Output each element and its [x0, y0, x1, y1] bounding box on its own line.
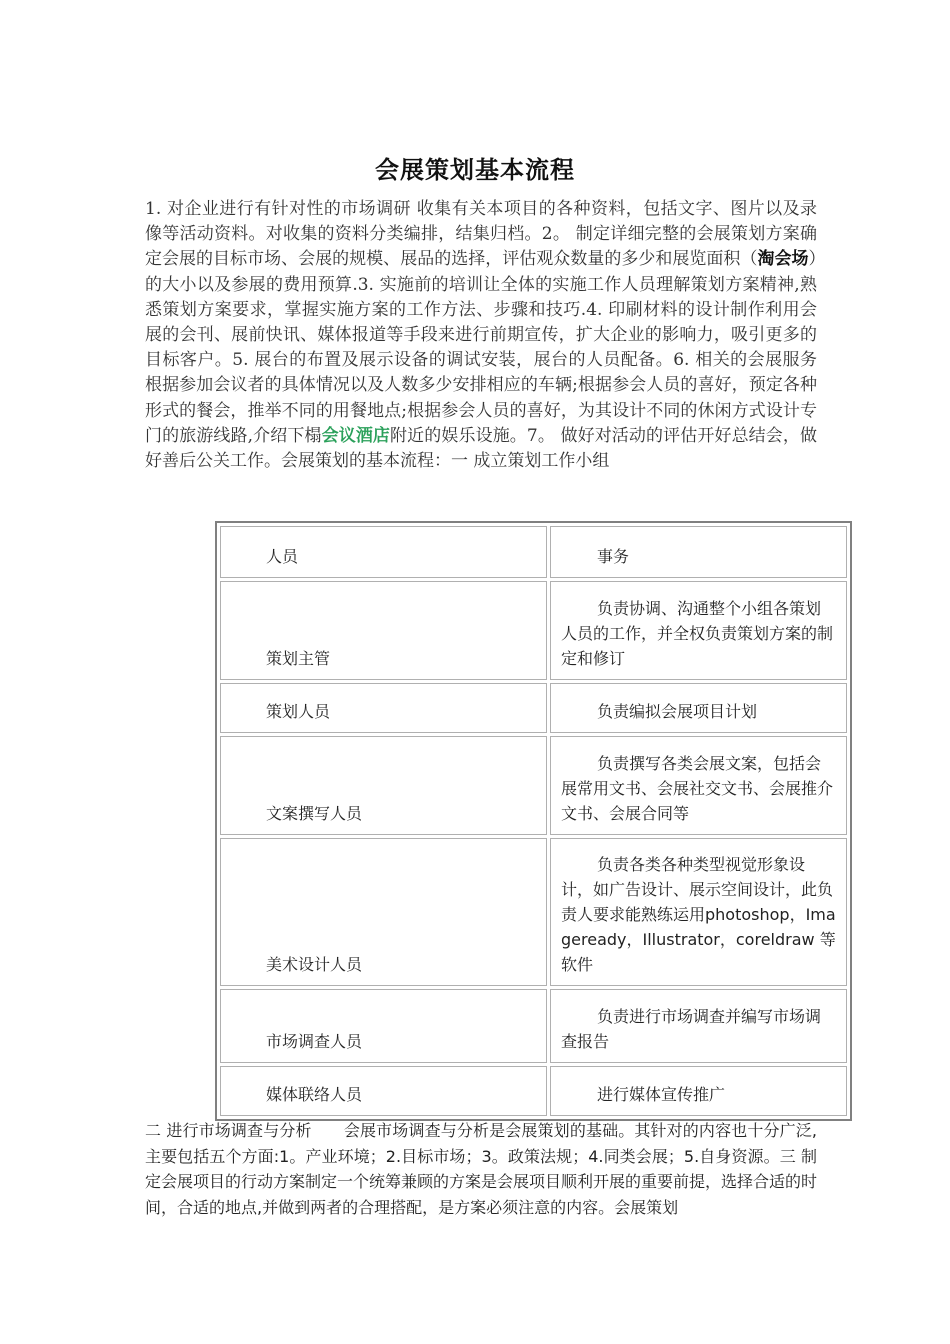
hotel-link[interactable]: 会议酒店: [321, 425, 391, 446]
role-text: 媒体联络人员: [266, 1085, 363, 1104]
duty-cell: [550, 736, 847, 835]
role-cell: [220, 838, 547, 986]
intro-paragraph: [145, 197, 817, 474]
duty-text: 负责编拟会展项目计划: [597, 702, 758, 721]
table-row: [220, 736, 847, 835]
role-cell: [220, 989, 547, 1063]
role-cell: [220, 1066, 547, 1116]
duty-text: 负责各类各种类型视觉形象设计，如广告设计、展示空间设计，此负责人要求能熟练运用photoshop，Imageready，Illustrator，coreldraw 等软件: [561, 855, 836, 974]
table-row: [220, 989, 847, 1063]
role-text: 策划人员: [266, 702, 331, 721]
header-duty-cell: [550, 526, 847, 578]
table-row: [220, 683, 847, 733]
table-header-row: [220, 526, 847, 578]
role-cell: [220, 581, 547, 680]
table-row: [220, 1066, 847, 1116]
header-duty: 事务: [597, 547, 630, 566]
role-cell: [220, 736, 547, 835]
role-cell: [220, 683, 547, 733]
role-text: 市场调查人员: [266, 1032, 363, 1051]
table-row: [220, 581, 847, 680]
outro-paragraph: 二 进行市场调查与分析 会展市场调查与分析是会展策划的基础。其针对的内容也十分广泛,主要包括五个方面:1。产业环境；2.目标市场；3。政策法规；4.同类会展；5.自身资源。三 制定会展项目的行动方案制定一个统筹兼顾的方案是会展项目顺利开展的重要前提，选择合适的时间，合适的地点,并做到两者的合理搭配，是方案必须注意的内容。会展策划: [145, 1121, 818, 1217]
team-table: [215, 521, 852, 1121]
intro-text-3: 附近的娱乐设施。7。 做好对活动的评估开好总结会，做好善后公关工作。会展策划的基本流程：一 成立策划工作小组: [145, 425, 817, 472]
duty-cell: [550, 581, 847, 680]
duty-text: 负责协调、沟通整个小组各策划人员的工作，并全权负责策划方案的制定和修订: [561, 599, 834, 668]
header-role: 人员: [266, 547, 299, 566]
duty-cell: [550, 1066, 847, 1116]
duty-text: 进行媒体宣传推广: [597, 1085, 726, 1104]
header-role-cell: [220, 526, 547, 578]
role-text: 策划主管: [266, 649, 331, 668]
intro-text-1: 1. 对企业进行有针对性的市场调研 收集有关本项目的各种资料，包括文字、图片以及录像等活动资料。对收集的资料分类编排，结集归档。2。 制定详细完整的会展策划方案确定会展的目标市场、会展的规模、展品的选择，评估观众数量的多少和展览面积（: [145, 199, 817, 270]
duty-text: 负责撰写各类会展文案，包括会展常用文书、会展社交文书、会展推介文书、会展合同等: [561, 754, 834, 823]
document-title: 会展策划基本流程: [375, 156, 575, 184]
table-row: [220, 838, 847, 986]
duty-cell: [550, 838, 847, 986]
duty-cell: [550, 989, 847, 1063]
role-text: 美术设计人员: [266, 955, 363, 974]
bold-keyword: 淘会场: [757, 249, 809, 270]
role-text: 文案撰写人员: [266, 804, 363, 823]
duty-cell: [550, 683, 847, 733]
duty-text: 负责进行市场调查并编写市场调查报告: [561, 1007, 822, 1051]
intro-text-2: ）的大小以及参展的费用预算.3. 实施前的培训让全体的实施工作人员理解策划方案精神,熟悉策划方案要求，掌握实施方案的工作方法、步骤和技巧.4. 印刷材料的设计制作利用会展的会刊、展前快讯、媒体报道等手段来进行前期宣传，扩大企业的影响力，吸引更多的目标客户。5. 展台的布置及展示设备的调试安装，展台的人员配备。6. 相关的会展服务根据参加会议者的具体情况以及人数多少安排相应的车辆;根据参会人员的喜好，预定各种形式的餐会，推举不同的用餐地点;根据参会人员的喜好，为其设计不同的休闲方式设计专门的旅游线路,介绍下榻: [145, 249, 818, 446]
